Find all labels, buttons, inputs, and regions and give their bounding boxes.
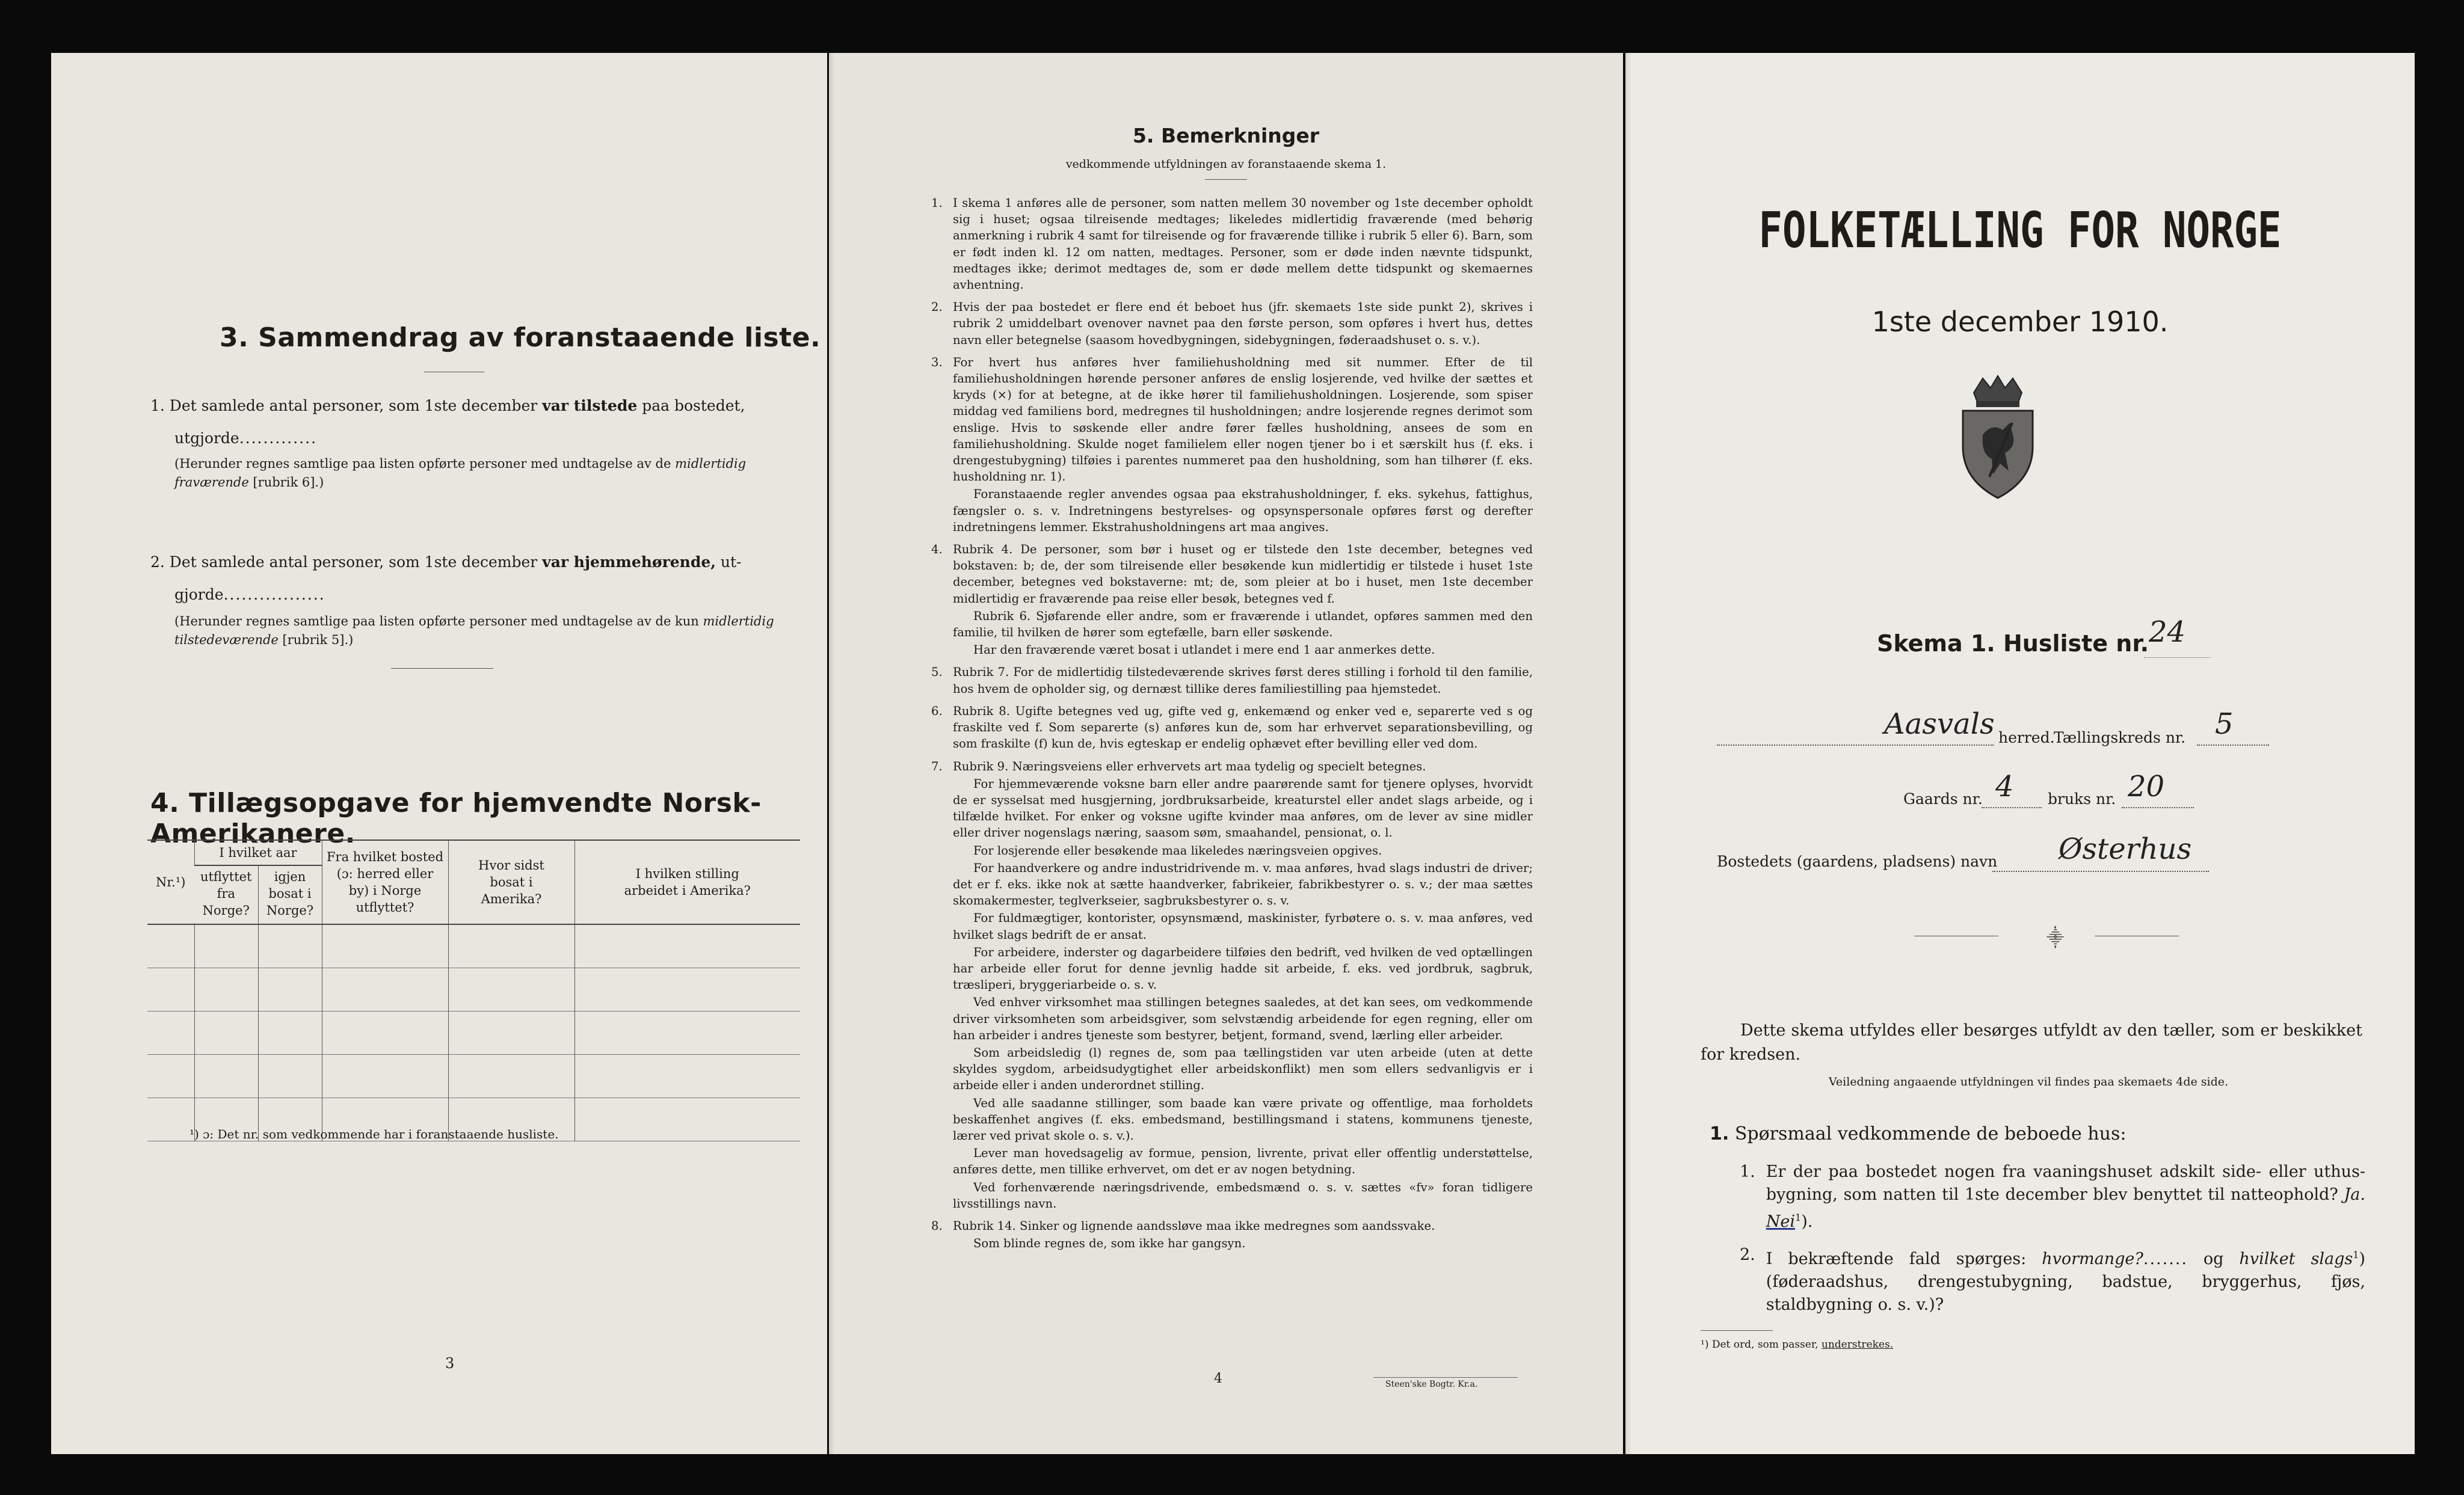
- page-number: 4: [1214, 1371, 1222, 1386]
- remark-item: For losjerende eller besøkende maa likeledes næringsveien opgives.: [973, 843, 1382, 858]
- col-stilling: I hvilken stilling arbeidet i Amerika?: [574, 840, 800, 924]
- remark-item: Ved enhver virksomhet maa stillingen betegnes saaledes, at det kan sees, om vedkommende driver virksomheten som arbeidsgiver, som selvstændig arbeidende for egen regning, eller om han arbeider i andres tjeneste som bestyrer, betjent, formand, svend, lærling eller arbeider.: [953, 995, 1533, 1042]
- col-nr: Nr.¹): [156, 875, 186, 889]
- remark-item: Foranstaaende regler anvendes ogsaa paa ekstrahusholdninger, f. eks. sykehus, fattighus, fængsler o. s. v. Indretningens bestyrelses- og opsynspersonale opføres først og derefter indretningens lemmer. Ekstrahusholdningens art maa angives.: [953, 487, 1533, 534]
- remark-item: 3. For hvert hus anføres hver familiehusholdning med sit nummer. Efter de til familiehusholdningen hørende personer anføres de enslig losjerende, ved hvilke der sættes et kryds (×) for at betegne, at de ikke hører til familiehusholdningen. Losjerende, som spiser middag ved familiens bord, medregnes til husholdningen; andre losjerende regnes derimot som enslige. Hvis to søskende eller andre fører fælles husholdning, ansees de som en familiehusholdning. Skulde noget familielem eller nogen tjener bo i et særskilt hus (f. eks. i drengestubygning) tilføies i parentes nummeret paa den husholdning, som han tilhører (f. eks. husholdning nr. 1).: [931, 355, 1533, 484]
- intro-text: Dette skema utfyldes eller besørges utfyldt av den tæller, som er beskikket for kredsen.: [1701, 1021, 2362, 1064]
- ornament-icon: ⸎: [2047, 928, 2065, 948]
- summary-item-1: 1. Det samlede antal personer, som 1ste december var tilstede paa bostedet, utgjorde.............: [150, 397, 745, 447]
- question-2: 2. I bekræftende fald spørges: hvormange?....... og hvilket slags$^1$) (føderaadshus, drengestubygning, badstue, bryggerhus, fjøs, staldbygning o. s. v.)?: [1740, 1245, 2365, 1314]
- col-igjen-bosat: igjen bosat i Norge?: [258, 865, 322, 924]
- remark-item: Har den fraværende været bosat i utlandet i mere end 1 aar anmerkes dette.: [973, 643, 1435, 657]
- section-3-title: 3. Sammendrag av foranstaaende liste.: [220, 322, 821, 353]
- cover-footnote: ¹) Det ord, som passer, understrekes.: [1701, 1339, 1894, 1351]
- remark-item: Lever man hovedsagelig av formue, pension, livrente, privat eller offentlig understøttelse, anføres dette, men tillike erhvervet, om det er av nogen betydning.: [953, 1146, 1533, 1177]
- col-fra-bosted: Fra hvilket bosted (ɔ: herred eller by) i Norge utflyttet?: [322, 840, 448, 924]
- husliste-number[interactable]: 24: [2149, 615, 2186, 649]
- page-number: 3: [445, 1355, 455, 1372]
- remark-item: For fuldmægtiger, kontorister, opsynsmænd, maskinister, fyrbøtere o. s. v. maa anføres, ved hvilket slags bedrift de er ansat.: [953, 911, 1533, 942]
- norsk-amerikanere-table: [147, 840, 800, 1141]
- herred-name[interactable]: Aasvals: [1884, 707, 1995, 741]
- kreds-number[interactable]: 5: [2215, 707, 2234, 741]
- gaards-number[interactable]: 4: [1995, 770, 2014, 803]
- table-row: [147, 1011, 800, 1054]
- remark-item: 5. Rubrik 7. For de midlertidig tilstedeværende skrives først deres stilling i forhold til den familie, hos hvem de opholder sig, og dernæst tillike deres familiestilling paa hjemstedet.: [931, 665, 1533, 696]
- bosted-name[interactable]: Østerhus: [2059, 832, 2192, 866]
- coat-of-arms-icon: [1950, 375, 2046, 501]
- divider: [391, 668, 493, 669]
- col-utflyttet: utflyttet fra Norge?: [200, 870, 252, 918]
- remark-item: For arbeidere, inderster og dagarbeidere tilføies den bedrift, ved hvilken de ved optællingen har arbeide eller forut for denne jevnlig hadde sit arbeide, f. eks. ved jordbruk, sagbruk, træsliperi, bryggeriarbeide o. s. v.: [953, 945, 1533, 992]
- cover-page: [1625, 53, 2415, 1454]
- summary-item-2: 2. Det samlede antal personer, som 1ste december var hjemmehørende, ut- gjorde.................: [150, 553, 742, 603]
- remark-item: 1. I skema 1 anføres alle de personer, som natten mellem 30 november og 1ste december opholdt sig i huset; ogsaa tilreisende medtages; likeledes midlertidig fraværende (med behørig anmerkning i rubrik 4 samt for tilreisende og for fraværende tillike i rubrik 5 eller 6). Barn, som er født inden kl. 12 om natten, medtages. Personer, som er døde inden nævnte tidspunkt, medtages ikke; derimot medtages de, som er døde mellem dette tidspunkt og skemaernes avhentning.: [931, 196, 1533, 292]
- table-row: [147, 924, 800, 968]
- question-1: 1. Er der paa bostedet nogen fra vaaningshuset adskilt side- eller uthus-bygning, som natten til 1ste december blev benyttet til natteophold? Ja. Nei$^1$).: [1740, 1162, 2365, 1231]
- summary-item-1-note: (Herunder regnes samtlige paa listen opførte personer med undtagelse av de midlertidig fraværende [rubrik 6].): [174, 456, 747, 490]
- bruks-label: bruks nr.: [2048, 790, 2116, 808]
- bruks-number[interactable]: 20: [2128, 770, 2165, 803]
- section-5-title: 5. Bemerkninger: [1132, 124, 1320, 147]
- section-5-subtitle: vedkommende utfyldningen av foranstaaende skema 1.: [1065, 158, 1387, 171]
- divider: [1205, 179, 1247, 180]
- remark-item: For haandverkere og andre industridrivende m. v. maa anføres, hvad slags industri de driver; det er f. eks. ikke nok at sætte haandverker, fabrikeier, fabrikbestyrer o. s. v.; der maa sættes skomakermester, teglverkseier, sagbruksbestyrer o. s. v.: [953, 861, 1533, 908]
- remark-item: 6. Rubrik 8. Ugifte betegnes ved ug, gifte ved g, enkemænd og enker ved e, separerte ved s og fraskilte ved f. Som separerte (s) anføres kun de, som har erhvervet separationsbevilling, og som fraskilte (f) kun de, hvis egteskap er endelig ophævet efter bevilling eller ved dom.: [931, 704, 1533, 751]
- skema-label: Skema 1. Husliste nr.: [1877, 630, 2149, 657]
- table-row: [147, 1054, 800, 1097]
- herred-label: herred.: [1998, 729, 2055, 746]
- remark-item: Ved alle saadanne stillinger, som baade kan være private og offentlige, maa forholdets beskaffenhet angives (f. eks. embedsmand, bestillingsmand i statens, kommunens tjeneste, lærer ved privat skole o. s. v.).: [953, 1096, 1533, 1143]
- col-group-aar: I hvilket aar: [194, 840, 322, 865]
- remark-item: Rubrik 6. Sjøfarende eller andre, som er fraværende i utlandet, opføres sammen med den familie, til hvilken de hører som egtefælle, barn eller søskende.: [953, 609, 1533, 640]
- summary-item-2-note: (Herunder regnes samtlige paa listen opførte personer med undtagelse av de kun midlertidig tilstedeværende [rubrik 5].): [174, 614, 774, 647]
- remark-item: 2. Hvis der paa bostedet er flere end ét beboet hus (jfr. skemaets 1ste side punkt 2), skrives i rubrik 2 umiddelbart ovenover navnet paa den første person, som opføres i hvert hus, dettes navn eller betegnelse (saasom hovedbygningen, sidebygningen, føderaadshuset o. s. v.).: [931, 300, 1533, 347]
- kreds-label: Tællingskreds nr.: [2054, 729, 2186, 746]
- gaards-label: Gaards nr.: [1903, 790, 1983, 808]
- remark-item: For hjemmeværende voksne barn eller andre paarørende samt for tjenere oplyses, hvorvidt de er sysselsat med husgjerning, jordbruksarbeide, kreaturstel eller andet slags arbeide, og i tilfælde hvilket. For enker og voksne ugifte kvinder maa anføres, om de lever av sine midler eller driver nogenslags næring, saasom søm, smaahandel, pensionat, o. l.: [953, 776, 1533, 840]
- intro-small: Veiledning angaaende utfyldningen vil findes paa skemaets 4de side.: [1828, 1075, 2229, 1088]
- table-footnote: ¹) ɔ: Det nr. som vedkommende har i foranstaaende husliste.: [189, 1127, 559, 1141]
- printer-credit: Steen'ske Bogtr. Kr.a.: [1385, 1380, 1478, 1389]
- col-sidst-bosat: Hvor sidst bosat i Amerika?: [448, 840, 574, 924]
- remark-item: Som blinde regnes de, som ikke har gangsyn.: [973, 1236, 1246, 1251]
- table-row: [147, 968, 800, 1011]
- remarks-list: [931, 189, 1533, 1251]
- questions-title: 1. Spørsmaal vedkommende de beboede hus:: [1710, 1123, 2127, 1144]
- remark-item: Ved forhenværende næringsdrivende, embedsmænd o. s. v. sættes «fv» foran tidligere livsstillings navn.: [953, 1180, 1533, 1211]
- page-3: [51, 53, 827, 1454]
- census-date: 1ste december 1910.: [1871, 305, 2169, 338]
- remark-item: 8. Rubrik 14. Sinker og lignende aandssløve maa ikke medregnes som aandssvake.: [931, 1218, 1435, 1233]
- remark-item: 4. Rubrik 4. De personer, som bør i huset og er tilstede den 1ste december, betegnes ved bokstaven: b; de, der som tilreisende eller besøkende kun midlertidig er tilstede i huset 1ste december, betegnes ved bokstaverne: mt; de, som pleier at bo i huset, men 1ste december midlertidig er fraværende paa reise eller besøk, betegnes ved f.: [931, 542, 1533, 606]
- bosted-label: Bostedets (gaardens, pladsens) navn: [1717, 853, 1998, 870]
- remark-item: Som arbeidsledig (l) regnes de, som paa tællingstiden var uten arbeide (uten at dette skyldes sygdom, arbeidsudygtighet eller arbeidskonflikt) men som ellers sedvanligvis er i arbeide eller i anden underordnet stilling.: [953, 1045, 1533, 1093]
- remark-item: 7. Rubrik 9. Næringsveiens eller erhvervets art maa tydelig og specielt betegnes.: [931, 759, 1426, 773]
- section-4-title: 4. Tillægsopgave for hjemvendte Norsk-Amerikanere.: [150, 788, 762, 849]
- page-4: [829, 53, 1623, 1454]
- main-title: FOLKETÆLLING FOR NORGE: [1758, 202, 2282, 259]
